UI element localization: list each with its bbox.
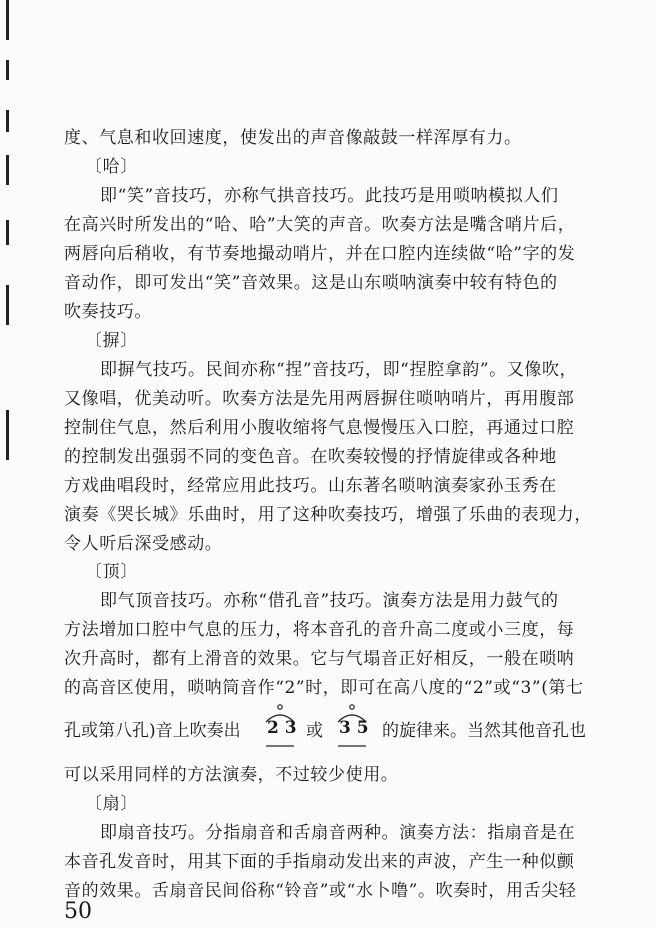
notation-numbers: 2 3 [267, 718, 297, 738]
body-line: 控制住气息，然后利用小腹收缩将气息慢慢压入口腔，再通过口腔 [64, 418, 575, 438]
body-line: 又像唱，优美动听。吹奏方法是先用两唇摒住唢呐哨片，再用腹部 [64, 389, 575, 409]
body-line: 即摒气技巧。民间亦称“捏”音技巧，即“捏腔拿韵”。又像吹， [100, 360, 578, 380]
body-line: 两唇向后稍收，有节奏地撮动哨片，并在口腔内连续做“哈”字的发 [64, 244, 576, 264]
section-heading-ha: 〔哈〕 [85, 157, 138, 177]
binding-mark [6, 60, 9, 80]
body-line: 在高兴时所发出的“哈、哈”大笑的声音。吹奏方法是嘴含哨片后， [64, 215, 576, 235]
score-text-before: 孔或第八孔)音上吹奏出 [64, 721, 241, 741]
body-line: 的高音区使用，唢呐筒音作“2”时，即可在高八度的“2”或“3”(第七 [64, 678, 584, 698]
body-line: 令人听后深受感动。 [64, 534, 223, 554]
body-line: 度、气息和收回速度，使发出的声音像敲鼓一样浑厚有力。 [64, 128, 522, 148]
body-line: 本音孔发音时，用其下面的手指扇动发出来的声波，产生一种似颤 [64, 852, 575, 872]
body-line: 次升高时，都有上滑音的效果。它与气塌音正好相反，一般在唢呐 [64, 649, 575, 669]
notation-group-1 [260, 702, 300, 752]
notation-numbers: 3 5 [339, 718, 369, 738]
binding-mark [6, 220, 9, 245]
binding-mark [6, 155, 9, 185]
section-heading-ding: 〔顶〕 [85, 562, 138, 582]
body-line: 即扇音技巧。分指扇音和舌扇音两种。演奏方法：指扇音是在 [100, 823, 576, 843]
score-text-after: 的旋律来。当然其他音孔也 [382, 721, 586, 741]
body-line: 音的效果。舌扇音民间俗称“铃音”或“水卜噜”。吹奏时，用舌尖轻 [64, 881, 577, 901]
binding-mark [6, 410, 9, 460]
body-line: 方法增加口腔中气息的压力，将本音孔的音升高二度或小三度，每 [64, 620, 575, 640]
binding-mark [6, 0, 9, 40]
body-line: 音动作，即可发出“笑”音效果。这是山东唢呐演奏中较有特色的 [64, 273, 558, 293]
body-line: 可以采用同样的方法演奏，不过较少使用。 [64, 765, 399, 785]
body-line: 即“笑”音技巧，亦称气拱音技巧。此技巧是用唢呐模拟人们 [100, 186, 559, 206]
body-line: 演奏《哭长城》乐曲时，用了这种吹奏技巧，增强了乐曲的表现力， [64, 505, 592, 525]
binding-mark [6, 110, 9, 132]
body-line: 方戏曲唱段时，经常应用此技巧。山东著名唢呐演奏家孙玉秀在 [64, 476, 557, 496]
body-line: 即气顶音技巧。亦称“借孔音”技巧。演奏方法是用力鼓气的 [100, 591, 559, 611]
page-number: 50 [64, 899, 92, 924]
score-text-middle: 或 [306, 721, 323, 741]
section-heading-shan: 〔扇〕 [85, 794, 138, 814]
body-line: 吹奏技巧。 [64, 302, 152, 322]
section-heading-bing: 〔摒〕 [85, 331, 138, 351]
binding-mark [6, 285, 9, 325]
notation-group-2 [332, 702, 372, 752]
body-line: 的控制发出强弱不同的变色音。在吹奏较慢的抒情旋律或各种地 [64, 447, 557, 467]
